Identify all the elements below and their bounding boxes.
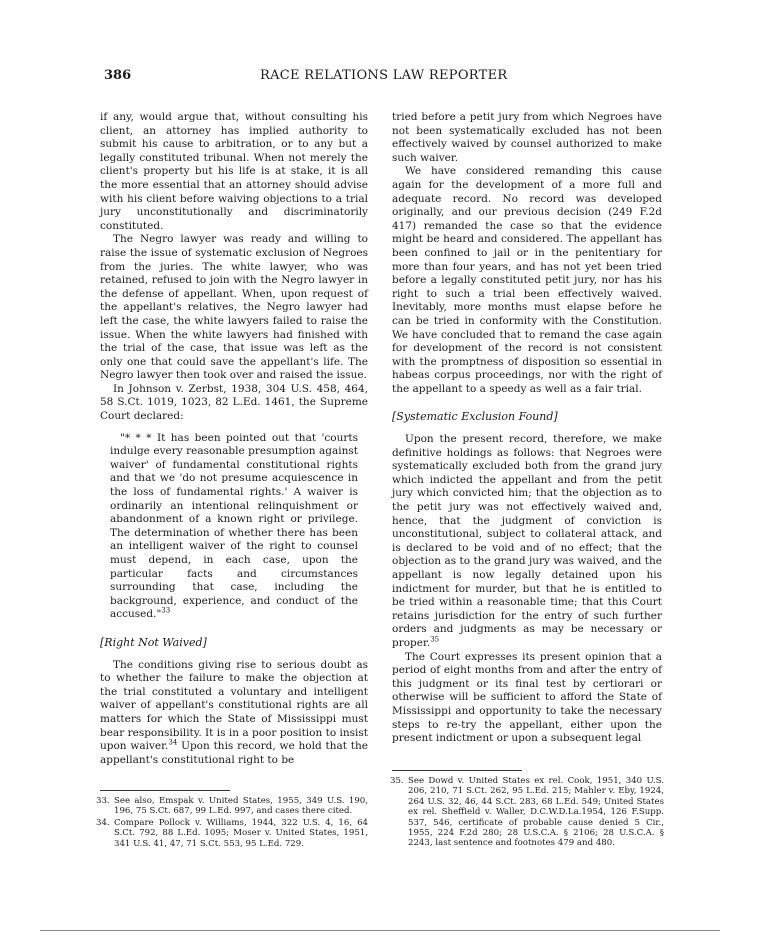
paragraph: In Johnson v. Zerbst, 1938, 304 U.S. 458, 464, 58 S.Ct. 1019, 1023, 82 L.Ed. 1461, the Supreme Court declared:: [100, 382, 368, 423]
paragraph-text: Upon this record, we hold that the appellant's constitutional right to be: [100, 740, 368, 766]
footnote-text: See also, Emspak v. United States, 1955, 349 U.S. 190, 196, 75 S.Ct. 687, 99 L.Ed. 997, and cases there cited.: [114, 796, 368, 817]
block-quote: [110, 432, 358, 622]
footnote-33: [96, 796, 368, 817]
page-bottom-rule: [40, 930, 720, 931]
paragraph: The Negro lawyer was ready and willing to raise the issue of systematic exclusion of Negroes from the juries. The white lawyer, who was retained, refused to join with the Negro lawyer in the defense of appellant. When, upon request of the appellant's relatives, the Negro lawyer had left the case, the white lawyers failed to raise the issue. When the white lawyers had finished with the trial of the case, that issue was left as the only one that could save the appellant's life. The Negro lawyer then took over and raised the issue.: [100, 233, 368, 382]
footnote-ref-34: 34: [168, 738, 178, 747]
footnotes-left: [96, 796, 368, 850]
paragraph: [100, 659, 368, 768]
footnote-text: Compare Pollock v. Williams, 1944, 322 U.S. 4, 16, 64 S.Ct. 792, 88 L.Ed. 1095; Moser v. United States, 1951, 341 U.S. 41, 47, 71 S.Ct. 553, 95 L.Ed. 729.: [114, 817, 368, 849]
paragraph-text: Upon the present record, therefore, we make definitive holdings as follows: that Negroes were systematically excluded both from the grand jury which indicted the appellant and from the petit jury which convicted him; that the objection as to the petit jury was not effectively waived and, hence, that the judgment of conviction is unconstitutional, subject to collateral attack, and is declared to be void and of no effect; that the objection as to the grand jury was waived, and the appellant is now legally detained upon his indictment for murder, but that he is entitled to be tried within a reasonable time; that this Court retains jurisdiction for the entry of such further orders and judgments as may be necessary or proper.: [392, 433, 662, 649]
footnote-ref-33: 33: [161, 606, 171, 615]
footnote-number: 34.: [96, 817, 110, 828]
footnote-rule-left: [100, 790, 230, 791]
paragraph: tried before a petit jury from which Negroes have not been systematically excluded has not been effectively waived by counsel authorized to make such waiver.: [392, 111, 662, 164]
quote-text: [110, 432, 358, 622]
paragraph-text: The conditions giving rise to serious doubt as to whether the failure to make the objection at the trial constituted a voluntary and intelligent waiver of appellant's constitutional rights are all matters for which the State of Mississippi must bear responsibility. It is in a poor position to insist upon waiver.: [100, 658, 368, 753]
paragraph: [392, 433, 662, 651]
footnote-35: [390, 776, 664, 849]
footnote-text: See Dowd v. United States ex rel. Cook, 1951, 340 U.S. 206, 210, 71 S.Ct. 262, 95 L.Ed. 215; Mahler v. Eby, 1924, 264 U.S. 32, 46, 44 S.Ct. 283, 68 L.Ed. 549; United States ex rel. Sheffield v. Waller, D.C.W.D.La.1954, 126 F.Supp. 537, 546, certificate of probable cause denied 5 Cir., 1955, 224 F.2d 280; 28 U.S.C.A. § 2106; 28 U.S.C.A. § 2243, last sentence and footnotes 479 and 480.: [408, 776, 664, 849]
footnote-ref-35: 35: [430, 635, 440, 644]
footnotes-right: [390, 776, 664, 850]
paragraph: The Court expresses its present opinion that a period of eight months from and after the entry of this judgment or its final test by certiorari or otherwise will be sufficient to afford the State of Mississippi and opportunity to take the necessary steps to re-try the appellant, either upon the present indictment or upon a subsequent legal: [392, 650, 662, 745]
paragraph: if any, would argue that, without consulting his client, an attorney has implied authority to submit his cause to arbitration, or to any but a legally constituted tribunal. When not merely the client's property but his life is at stake, it is all the more essential that an attorney should advise with his client before waiving objections to a trial jury unconstitutionally and discriminatorily constituted.: [100, 111, 368, 232]
quote-body: "* * * It has been pointed out that 'courts indulge every reasonable presumption against waiver' of fundamental constitutional rights and that we 'do not presume acquiescence in the loss of fundamental rights.' A waiver is ordinarily an intentional relinquishment or abandonment of a known right or privilege. The determination of whether there has been an intelligent waiver of the right to counsel must depend, in each case, upon the particular facts and circumstances surrounding that case, including the background, experience, and conduct of the accused.": [110, 431, 358, 621]
left-column: [100, 111, 368, 767]
section-heading: [Right Not Waived]: [100, 635, 207, 649]
paragraph: We have considered remanding this cause again for the development of a more full and adequate record. No record was developed originally, and our previous decision (249 F.2d 417) remanded the case so that the evidence might be heard and considered. The appellant has been confined to jail or in the penitentiary for more than four years, and has not yet been tried before a legally constituted petit jury, nor has his right to such a trial been effectively waived. Inevitably, more months must elapse before he can be tried in conformity with the Constitution. We have concluded that to remand the case again for development of the record is not consistent with the promptness of disposition so essential in habeas corpus proceedings, nor with the right of the appellant to a speedy as well as a fair trial.: [392, 165, 662, 395]
footnote-rule-right: [392, 770, 522, 771]
section-heading: [Systematic Exclusion Found]: [392, 410, 558, 424]
page-number: 386: [104, 68, 132, 83]
running-head: RACE RELATIONS LAW REPORTER: [260, 68, 508, 83]
right-column: [392, 111, 662, 746]
footnote-34: [96, 818, 368, 849]
footnote-number: 35.: [390, 776, 404, 786]
footnote-number: 33.: [96, 796, 110, 806]
